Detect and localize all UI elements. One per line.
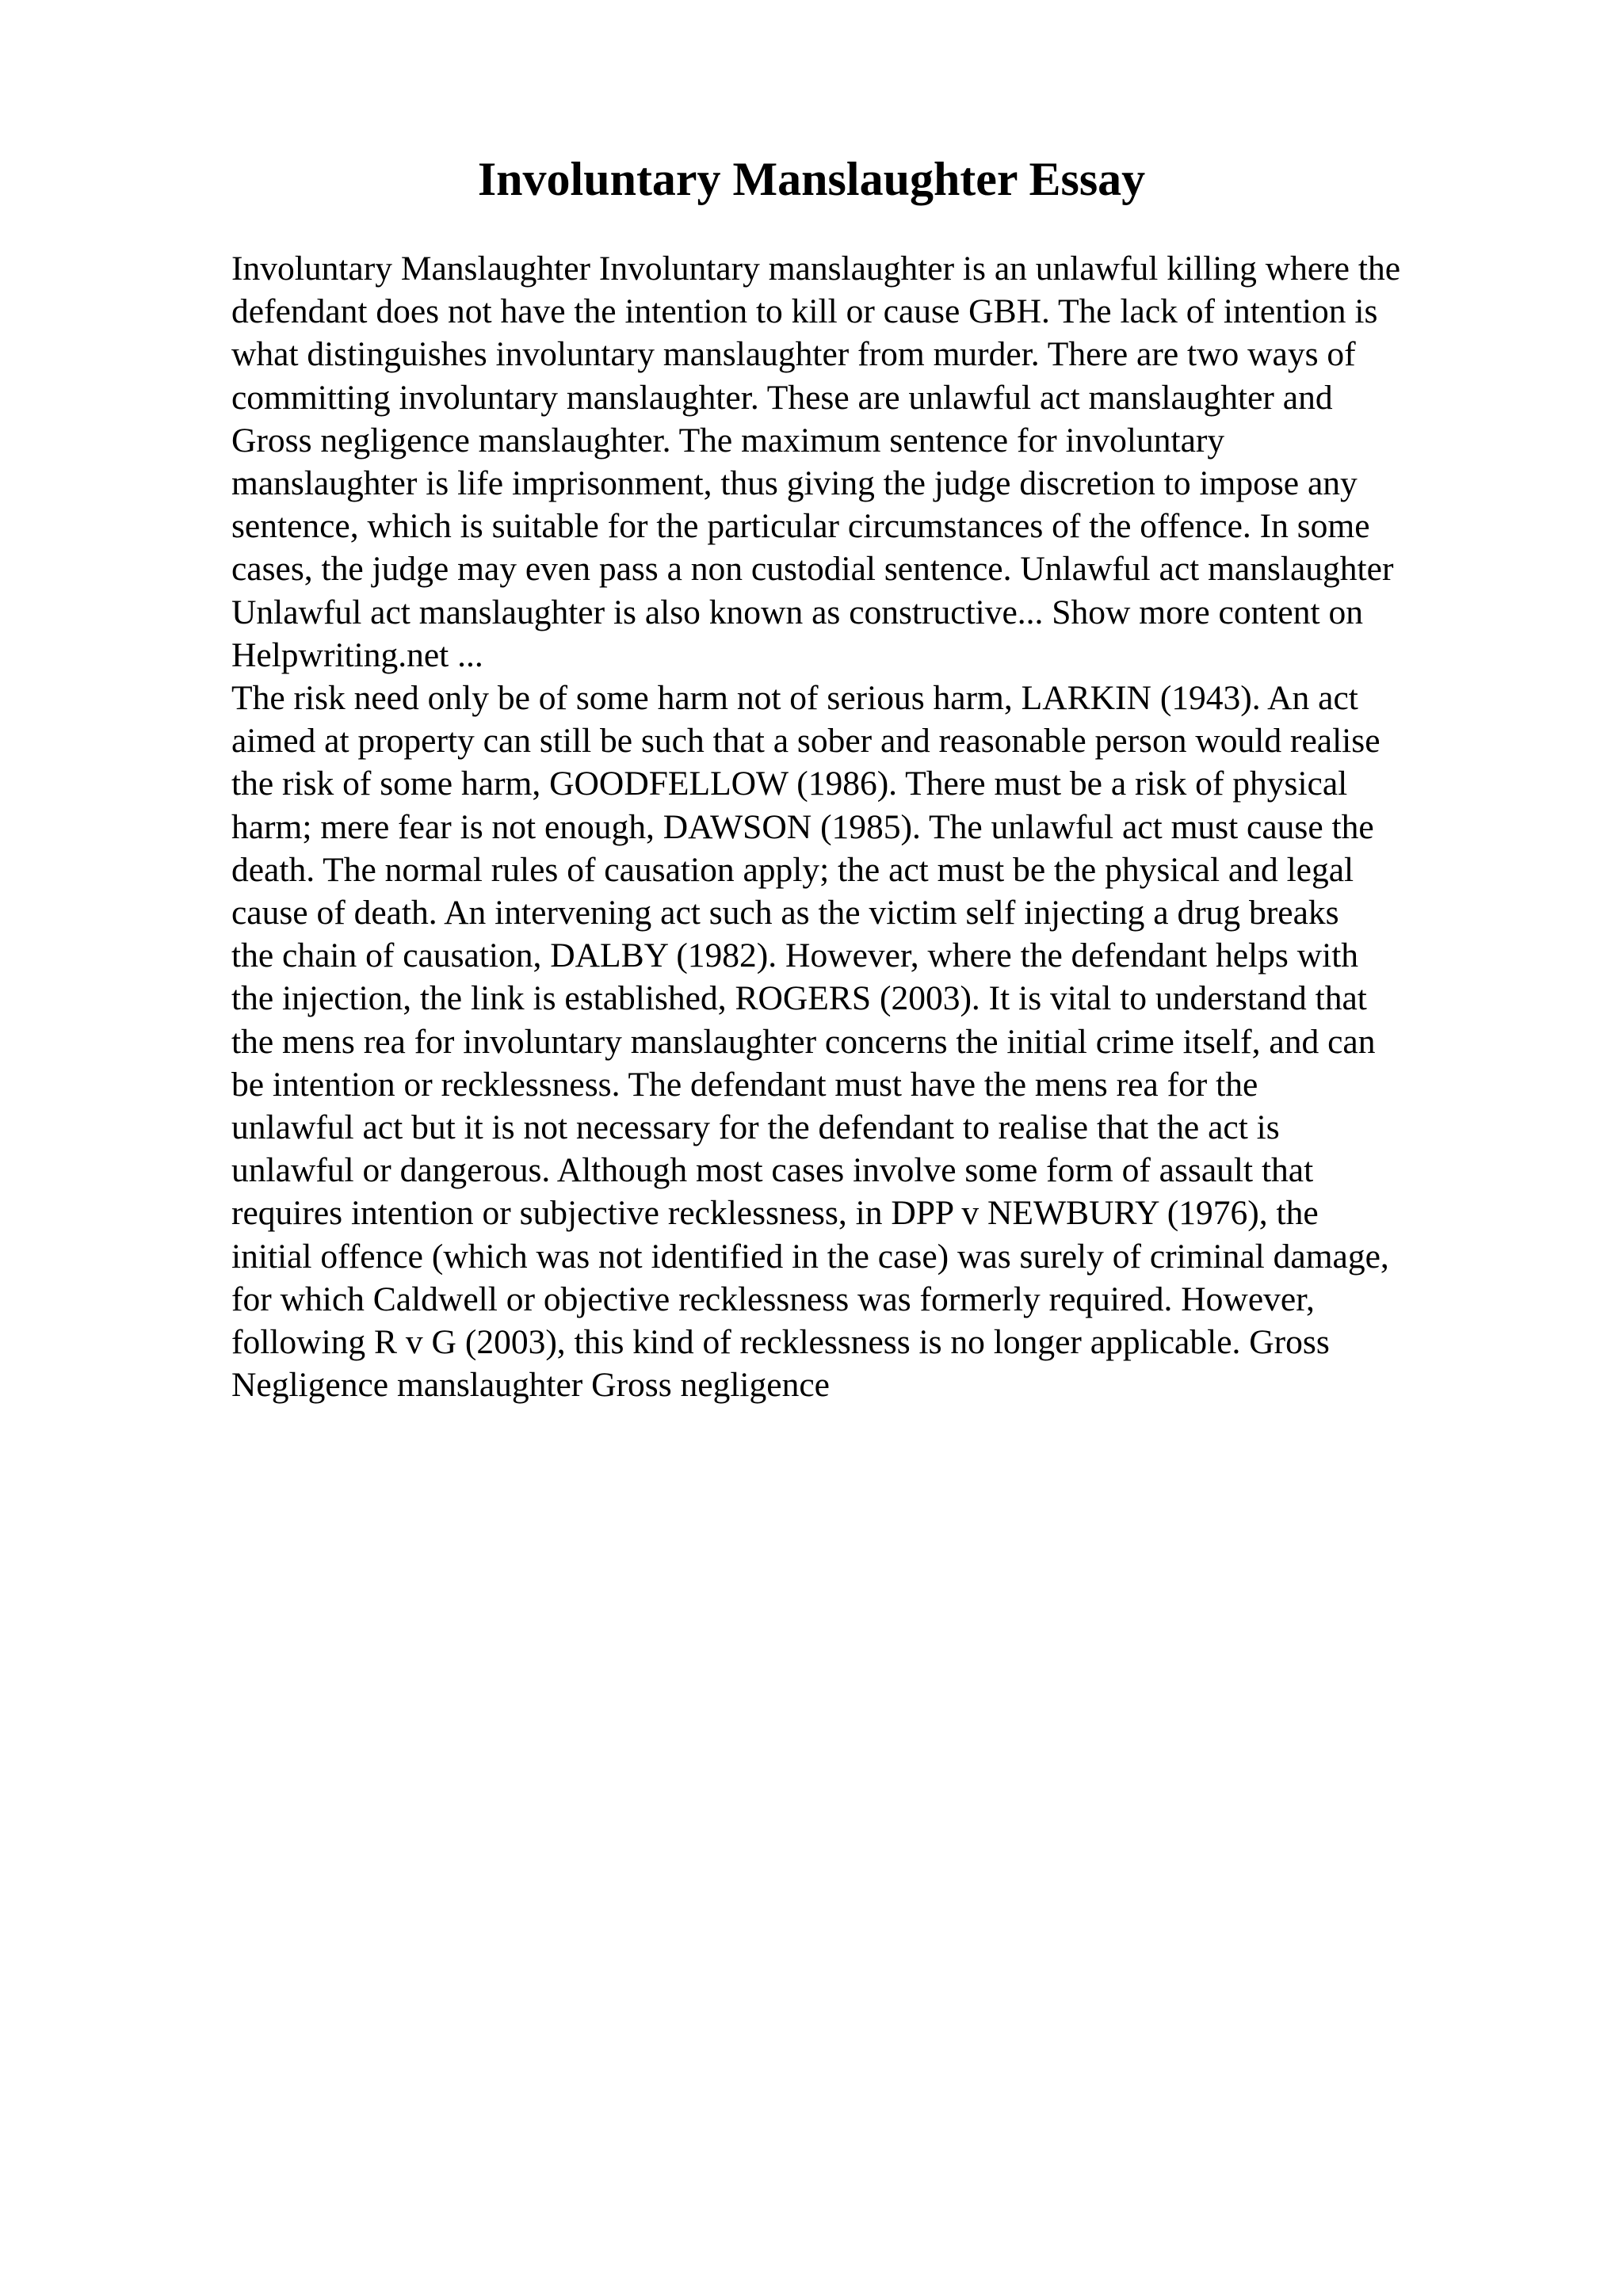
body-line: unlawful act but it is not necessary for the defendant to realise that the act is — [231, 1108, 1280, 1147]
body-line: requires intention or subjective recklessness, in DPP v NEWBURY (1976), the — [231, 1194, 1319, 1233]
body-line: Unlawful act manslaughter is also known as constructive... Show more content on — [231, 593, 1363, 631]
body-line: defendant does not have the intention to kill or cause GBH. The lack of intention is — [231, 292, 1378, 331]
body-line: The risk need only be of some harm not of serious harm, LARKIN (1943). An act — [231, 679, 1358, 718]
body-line: manslaughter is life imprisonment, thus giving the judge discretion to impose any — [231, 464, 1358, 503]
body-line: what distinguishes involuntary manslaughter from murder. There are two ways of — [231, 335, 1356, 374]
body-line: for which Caldwell or objective recklessness was formerly required. However, — [231, 1280, 1315, 1318]
body-line: Gross negligence manslaughter. The maximum sentence for involuntary — [231, 421, 1225, 460]
body-line: be intention or recklessness. The defendant must have the mens rea for the — [231, 1065, 1258, 1104]
body-line: cases, the judge may even pass a non custodial sentence. Unlawful act manslaughter — [231, 550, 1394, 589]
document-body — [231, 247, 1515, 1406]
body-line: the risk of some harm, GOODFELLOW (1986). There must be a risk of physical — [231, 765, 1348, 803]
body-line: Helpwriting.net ... — [231, 635, 483, 674]
body-line: Negligence manslaughter Gross negligence — [231, 1366, 830, 1405]
body-line: the injection, the link is established, ROGERS (2003). It is vital to understand that — [231, 979, 1367, 1018]
document-title: Involuntary Manslaughter Essay — [477, 153, 1146, 205]
body-line: committing involuntary manslaughter. These are unlawful act manslaughter and — [231, 378, 1333, 417]
body-line: sentence, which is suitable for the particular circumstances of the offence. In some — [231, 507, 1370, 546]
body-line: initial offence (which was not identified in the case) was surely of criminal damage, — [231, 1237, 1389, 1276]
body-line: harm; mere fear is not enough, DAWSON (1985). The unlawful act must cause the — [231, 807, 1374, 846]
body-line: aimed at property can still be such that a sober and reasonable person would realise — [231, 722, 1381, 761]
body-line: the mens rea for involuntary manslaughter concerns the initial crime itself, and can — [231, 1022, 1376, 1061]
body-line: Involuntary Manslaughter Involuntary manslaughter is an unlawful killing where the — [231, 250, 1401, 288]
body-line: unlawful or dangerous. Although most cases involve some form of assault that — [231, 1151, 1314, 1190]
body-line: the chain of causation, DALBY (1982). However, where the defendant helps with — [231, 936, 1359, 975]
body-line: cause of death. An intervening act such as the victim self injecting a drug breaks — [231, 894, 1339, 933]
body-line: death. The normal rules of causation apply; the act must be the physical and legal — [231, 850, 1354, 889]
body-line: following R v G (2003), this kind of recklessness is no longer applicable. Gross — [231, 1323, 1330, 1362]
